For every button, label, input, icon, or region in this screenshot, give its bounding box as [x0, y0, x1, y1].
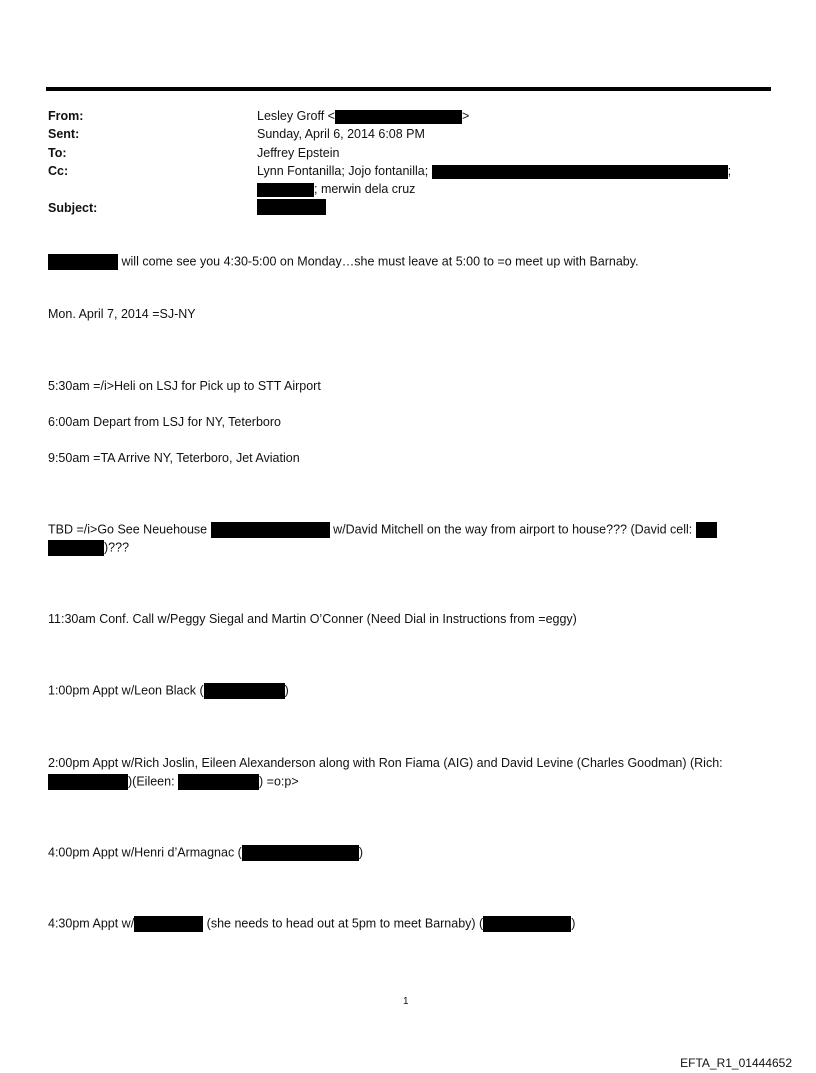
cc-line2 — [257, 182, 415, 197]
tbd-text-a: TBD =/i>Go See Neuehouse — [48, 522, 208, 537]
page-number: 1 — [403, 996, 409, 1007]
last-text-b: (she needs to head out at 5pm to meet Barnaby) ( — [206, 916, 484, 931]
redaction-box — [432, 165, 728, 179]
last-text-a: 4:30pm Appt w/ — [48, 916, 135, 931]
from-name: Lesley Groff < — [257, 109, 335, 123]
subject-value — [257, 199, 326, 215]
redaction-box — [178, 774, 259, 790]
redaction-box — [335, 110, 462, 124]
last-text-c: ) — [571, 916, 576, 931]
redaction-box — [48, 540, 104, 556]
redaction-box — [257, 183, 314, 197]
leon-text-b: ) — [284, 683, 289, 698]
from-close: > — [461, 109, 470, 123]
tbd-line-2 — [48, 540, 129, 556]
redaction-box — [134, 916, 203, 932]
redaction-box — [257, 199, 326, 215]
schedule-line: 6:00am Depart from LSJ for NY, Teterboro — [48, 415, 281, 429]
schedule-line: 5:30am =/i>Heli on LSJ for Pick up to STT Airport — [48, 379, 321, 393]
henri-line — [48, 845, 363, 861]
redaction-box — [242, 845, 359, 861]
rich-line-2 — [48, 774, 299, 790]
date-line: Mon. April 7, 2014 =SJ-NY — [48, 307, 196, 321]
header-rule — [46, 87, 771, 91]
call-line: 11:30am Conf. Call w/Peggy Siegal and Martin O’Conner (Need Dial in Instructions from =eggy) — [48, 612, 577, 626]
from-label: From: — [48, 109, 84, 123]
intro-line — [48, 254, 639, 270]
tbd-line — [48, 522, 717, 538]
cc-label: Cc: — [48, 164, 69, 178]
cc-names: Lynn Fontanilla; Jojo fontanilla; — [257, 164, 429, 178]
from-value — [257, 109, 469, 124]
subject-label: Subject: — [48, 201, 98, 215]
sent-value: Sunday, April 6, 2014 6:08 PM — [257, 127, 425, 141]
cc-semicolon: ; — [727, 164, 732, 178]
redaction-box — [696, 522, 717, 538]
tbd-text-b: w/David Mitchell on the way from airport to house??? (David cell: — [333, 522, 693, 537]
document-id: EFTA_R1_01444652 — [680, 1056, 792, 1070]
cc-merwin: ; merwin dela cruz — [314, 182, 416, 196]
cc-value — [257, 164, 731, 179]
last-appt-line — [48, 916, 575, 932]
to-value: Jeffrey Epstein — [257, 146, 340, 160]
rich-text-b: )(Eileen: — [128, 774, 175, 789]
rich-line — [48, 756, 723, 770]
henri-text-b: ) — [358, 845, 364, 860]
tbd-text-c: )??? — [104, 540, 130, 555]
leon-line — [48, 683, 289, 699]
sent-label: Sent: — [48, 127, 80, 141]
redaction-box — [48, 254, 118, 270]
redaction-box — [204, 683, 285, 699]
schedule-line: 9:50am =TA Arrive NY, Teterboro, Jet Aviation — [48, 451, 300, 465]
redaction-box — [483, 916, 571, 932]
to-label: To: — [48, 146, 67, 160]
redaction-box — [48, 774, 128, 790]
rich-text-c: ) =o:p> — [259, 774, 299, 789]
leon-text-a: 1:00pm Appt w/Leon Black ( — [48, 683, 204, 698]
henri-text-a: 4:00pm Appt w/Henri d’Armagnac ( — [48, 845, 242, 860]
rich-text-a: 2:00pm Appt w/Rich Joslin, Eileen Alexanderson along with Ron Fiama (AIG) and David Levine (Charles Goodman) (Rich: — [48, 756, 723, 770]
redaction-box — [211, 522, 330, 538]
intro-text: will come see you 4:30-5:00 on Monday…she must leave at 5:00 to =o meet up with Barnaby. — [121, 254, 639, 269]
